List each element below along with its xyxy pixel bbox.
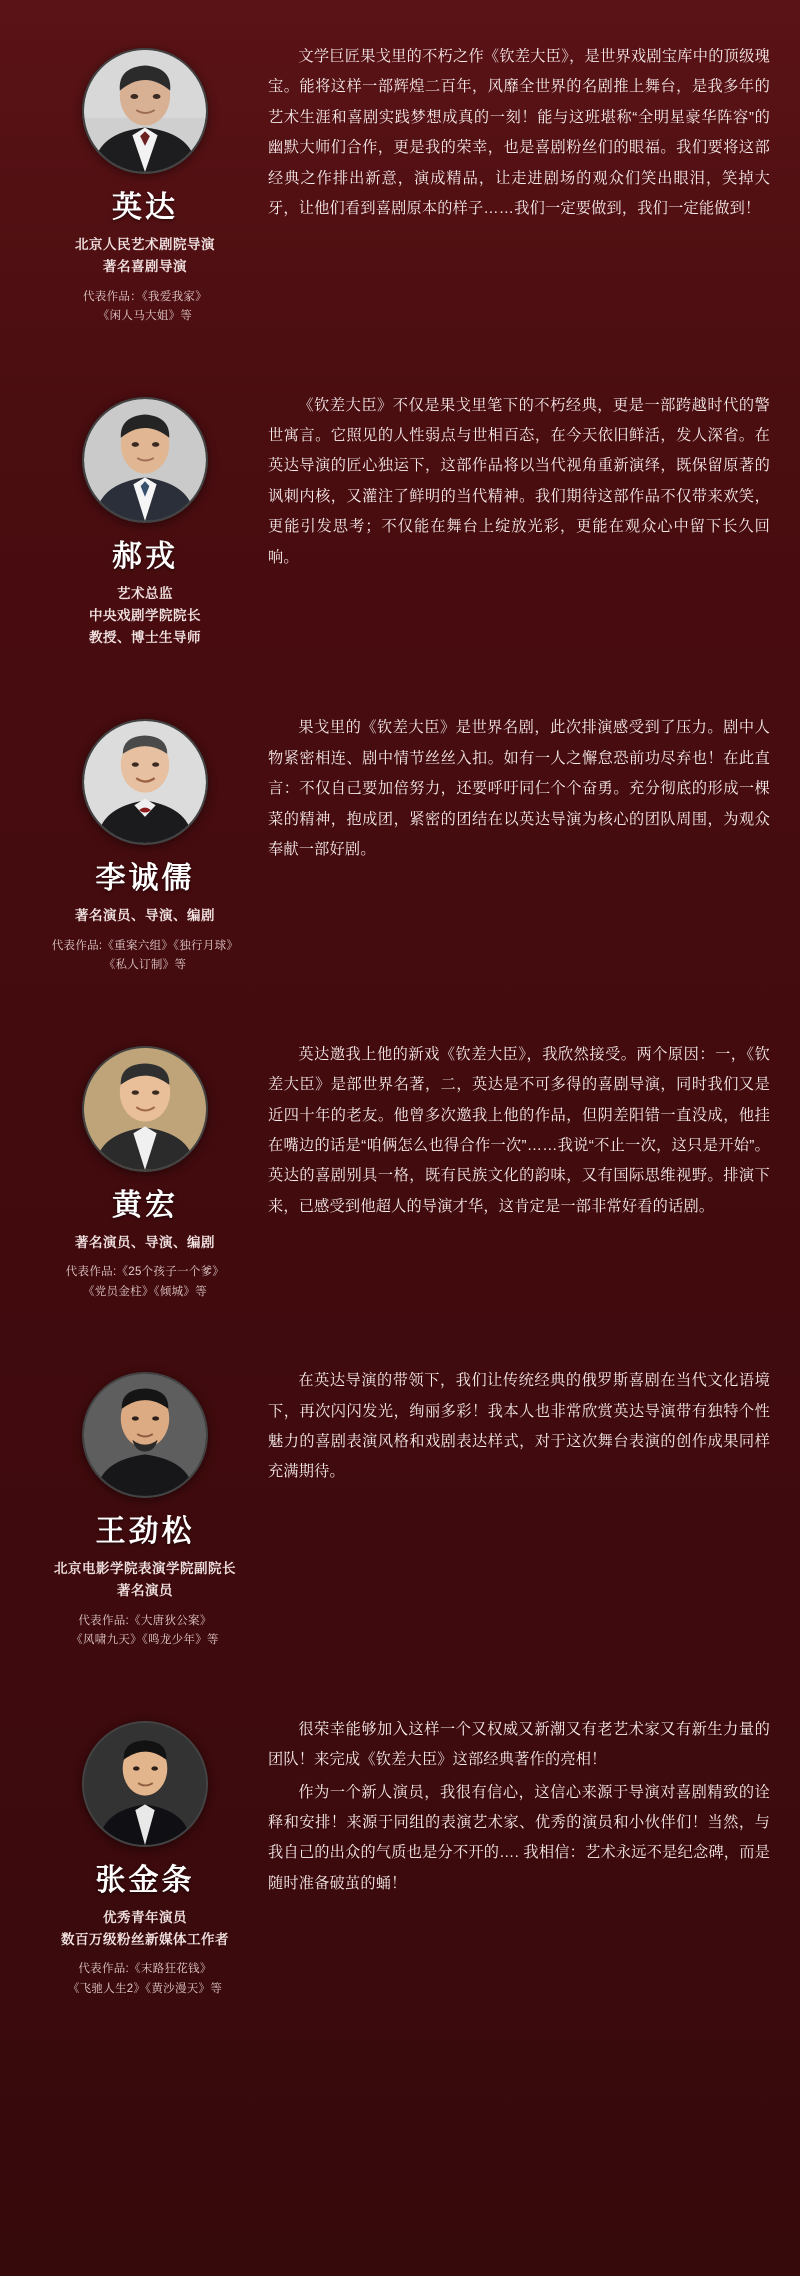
portrait-ying-da xyxy=(82,48,208,174)
person-title: 优秀青年演员 xyxy=(103,1909,187,1925)
statement-paragraph: 文学巨匠果戈里的不朽之作《钦差大臣》，是世界戏剧宝库中的顶级瑰宝。能将这样一部辉煌二百年，风靡全世界的名剧推上舞台，是我多年的艺术生涯和喜剧实践梦想成真的一刻！能与这班堪称“全明星豪华阵容”的幽默大师们合作，更是我的荣幸，也是喜剧粉丝们的眼福。我们要将这部经典之作排出新意，演成精品，让走进剧场的观众们笑出眼泪，笑掉大牙，让他们看到喜剧原本的样子……我们一定要做到，我们一定能做到！ xyxy=(268,48,770,218)
person-title: 著名喜剧导演 xyxy=(103,259,187,275)
person-name: 黄宏 xyxy=(112,1188,178,1222)
person-entry xyxy=(0,1673,800,2022)
person-work-line: 《闲人马大姐》等 xyxy=(97,310,193,323)
person-title: 数百万级粉丝新媒体工作者 xyxy=(61,1932,229,1948)
person-name: 王劲松 xyxy=(95,1515,195,1549)
person-statement xyxy=(260,379,770,573)
person-title: 教授、博士生导师 xyxy=(89,630,201,646)
statement-paragraph: 作为一个新人演员，我很有信心，这信心来源于导演对喜剧精致的诠释和安排！来源于同组的表演艺术家、优秀的演员和小伙伴们！当然，与我自己的出众的气质也是分不开的…. 我相信：艺术永远不是纪念碑，而是随时准备破茧的蛹！ xyxy=(268,1783,770,1892)
person-title: 北京电影学院表演学院副院长 xyxy=(54,1561,236,1577)
statement-paragraph: 果戈里的《钦差大臣》是世界名剧，此次排演感受到了压力。剧中人物紧密相连、剧中情节丝丝入扣。如有一人之懈怠恐前功尽弃也！在此直言：不仅自己要加倍努力，还要呼吁同仁个个奋勇。充分彻底的形成一棵菜的精神，抱成团，紧密的团结在以英达导演为核心的团队周围，为观众奉献一部好剧。 xyxy=(268,719,770,859)
person-titles xyxy=(75,234,215,279)
person-work-line: 代表作品:《大唐狄公案》 xyxy=(78,1614,212,1627)
person-titles xyxy=(61,1907,229,1952)
person-titles xyxy=(75,1232,215,1254)
person-work-line: 代表作品：《我爱我家》 xyxy=(82,290,208,303)
person-profile xyxy=(30,379,260,650)
person-name: 英达 xyxy=(112,191,178,224)
statement-paragraph: 很荣幸能够加入这样一个又权威又新潮又有老艺术家又有新生力量的团队！来完成《钦差大臣》这部经典著作的亮相！ xyxy=(268,1720,770,1769)
portrait-li-chengru xyxy=(82,719,208,845)
portrait-huang-hong xyxy=(82,1046,208,1172)
person-titles xyxy=(89,583,201,650)
person-profile xyxy=(30,1354,260,1651)
person-work-line: 《党员金柱》《倾城》等 xyxy=(82,1285,208,1298)
person-profile xyxy=(30,30,260,327)
person-title: 著名演员 xyxy=(117,1583,173,1599)
person-titles xyxy=(54,1558,236,1603)
person-work-line: 《私人订制》等 xyxy=(103,959,187,972)
portrait-hao-rong xyxy=(82,397,208,523)
person-work-line: 《风啸九天》《鸣龙少年》等 xyxy=(71,1634,219,1647)
person-statement xyxy=(260,1354,770,1488)
person-titles xyxy=(75,905,215,927)
statement-paragraph: 英达邀我上他的新戏《钦差大臣》，我欣然接受。两个原因：一，《钦差大臣》是部世界名著，二，英达是不可多得的喜剧导演，同时我们又是近四十年的老友。他曾多次邀我上他的作品，但阴差阳错一直没成，他挂在嘴边的话是“咱俩怎么也得合作一次”……我说“不止一次，这只是开始”。英达的喜剧别具一格，既有民族文化的韵味，又有国际思维视野。排演下来，已感受到他超人的导演才华，这肯定是一部非常好看的话剧。 xyxy=(268,1045,770,1215)
person-works xyxy=(68,1960,222,1999)
person-entry xyxy=(0,1324,800,1673)
person-title: 中央戏剧学院院长 xyxy=(89,607,201,623)
person-works xyxy=(71,1612,219,1651)
person-entry xyxy=(0,671,800,997)
statement-paragraph: 《钦差大臣》不仅是果戈里笔下的不朽经典，更是一部跨越时代的警世寓言。它照见的人性弱点与世相百态，在今天依旧鲜活，发人深省。在英达导演的匠心独运下，这部作品将以当代视角重新演绎，既保留原著的讽刺内核，又灌注了鲜明的当代精神。我们期待这部作品不仅带来欢笑，更能引发思考；不仅能在舞台上绽放光彩，更能在观众心中留下长久回响。 xyxy=(268,396,770,566)
person-entry xyxy=(0,998,800,1324)
person-work-line: 《飞驰人生2》《黄沙漫天》等 xyxy=(67,1982,223,1995)
person-title: 著名演员、导演、编剧 xyxy=(75,908,215,924)
person-entry xyxy=(0,349,800,672)
person-statement xyxy=(260,1703,770,1899)
person-profile xyxy=(30,1703,260,2000)
person-name: 张金条 xyxy=(95,1863,195,1897)
person-work-line: 代表作品:《25个孩子一个爹》 xyxy=(65,1266,225,1279)
person-works xyxy=(66,1263,225,1302)
person-title: 艺术总监 xyxy=(117,585,173,601)
person-title: 著名演员、导演、编剧 xyxy=(75,1234,215,1250)
person-statement xyxy=(260,1028,770,1222)
person-title: 北京人民艺术剧院导演 xyxy=(75,237,215,252)
person-statement xyxy=(260,30,770,224)
portrait-zhang-jintiao xyxy=(82,1721,208,1847)
person-profile xyxy=(30,701,260,975)
person-works xyxy=(83,288,207,327)
person-work-line: 代表作品:《重案六组》《独行月球》 xyxy=(51,939,239,952)
person-profile xyxy=(30,1028,260,1302)
person-name: 郝戎 xyxy=(112,539,178,573)
person-work-line: 代表作品:《末路狂花钱》 xyxy=(78,1963,212,1976)
person-name: 李诚儒 xyxy=(95,862,195,896)
person-entry xyxy=(0,0,800,349)
person-works xyxy=(52,937,239,976)
statement-paragraph: 在英达导演的带领下，我们让传统经典的俄罗斯喜剧在当代文化语境下，再次闪闪发光，绚丽多彩！我本人也非常欣赏英达导演带有独特个性魅力的喜剧表演风格和戏剧表达样式，对于这次舞台表演的创作成果同样充满期待。 xyxy=(268,1372,770,1481)
person-statement xyxy=(260,701,770,865)
portrait-wang-jinsong xyxy=(82,1372,208,1498)
